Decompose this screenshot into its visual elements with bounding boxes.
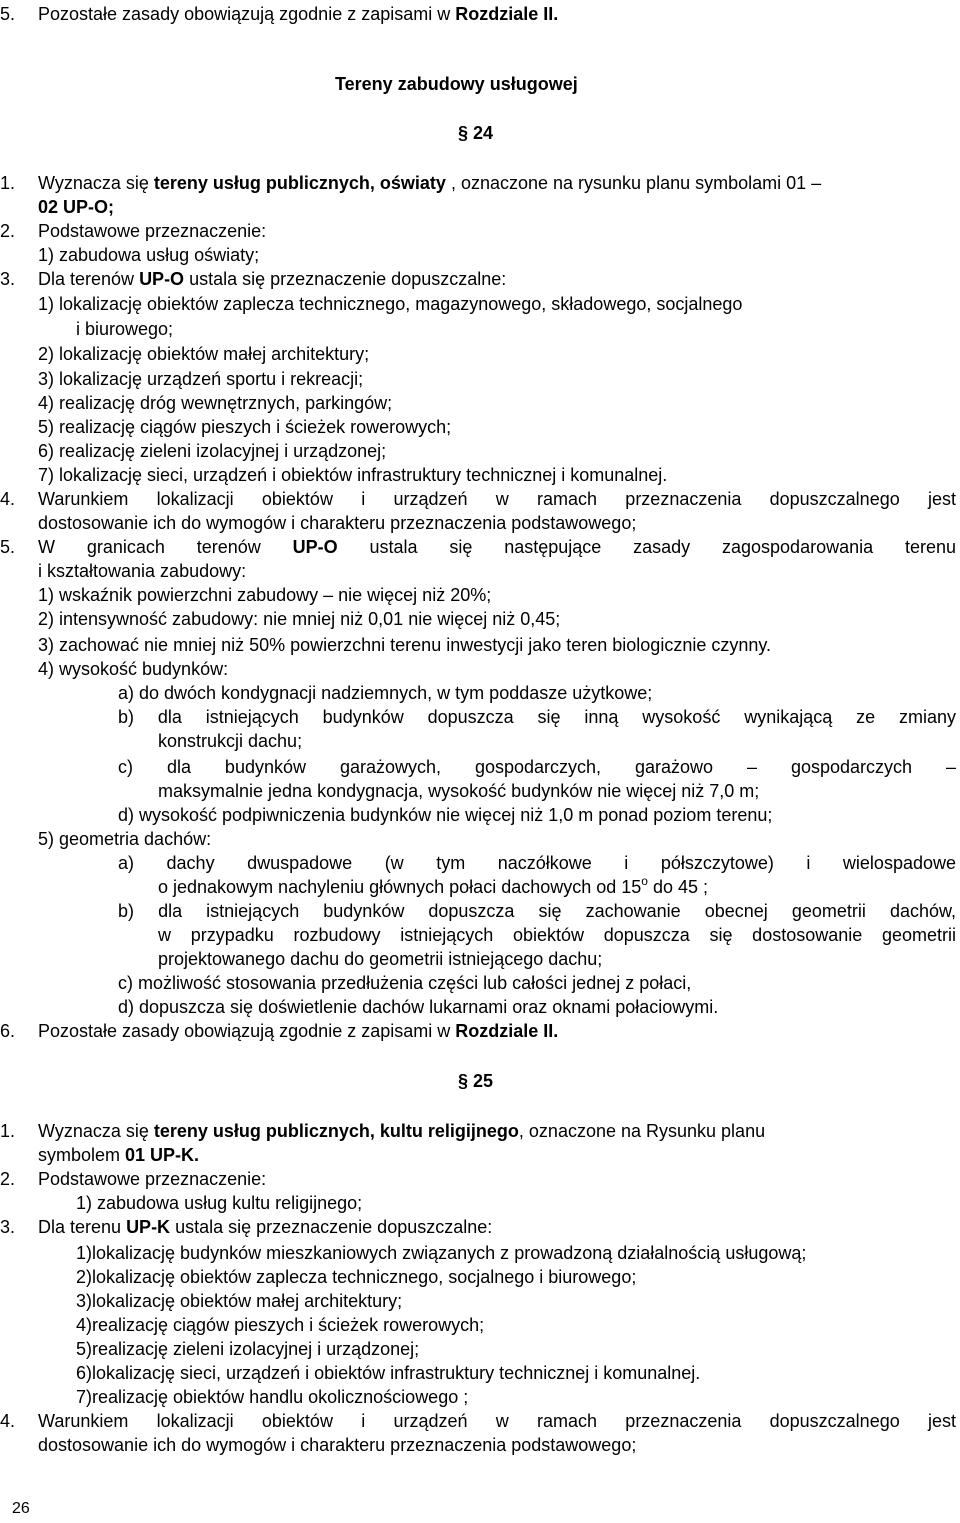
page-number: 26 [12,1500,30,1517]
s24-5-p5d: d) dopuszcza się doświetlenie dachów lukarnami oraz oknami połaciowymi. [118,997,719,1017]
s24-3-l7: 7) lokalizację sieci, urządzeń i obiektów infrastruktury technicznej i komunalnej. [38,465,668,485]
paragraph-symbol-25: § 25 [458,1071,494,1091]
s24-5-p4b2: konstrukcji dachu; [158,731,303,751]
s24-5-p5: 5) geometria dachów: [38,829,212,849]
s24-5-p3: 3) zachować nie mniej niż 50% powierzchni terenu inwestycji jako teren biologicznie czynny. [38,635,772,655]
s24-5-p5b1: b) dla istniejących budynków dopuszcza się zachowanie obecnej geometrii dachów, [118,901,956,921]
s24-5-p4d: d) wysokość podpiwniczenia budynków nie więcej niż 1,0 m ponad poziom terenu; [118,805,773,825]
s25-item-2-sub: 1) zabudowa usług kultu religijnego; [76,1193,363,1213]
s24-3-l1b: i biurowego; [76,319,174,339]
s24-3-l1a: 1) lokalizację obiektów zaplecza technicznego, magazynowego, składowego, socjalnego [38,294,743,314]
s25-3-l3: 3)lokalizację obiektów małej architektury; [76,1291,403,1311]
s24-5-p5b2: w przypadku rozbudowy istniejących obiektów dopuszcza się dostosowanie geometrii [158,925,956,945]
s25-3-l7: 7)realizację obiektów handlu okolicznościowego ; [76,1387,469,1407]
s24-item-4-text-b: dostosowanie ich do wymogów i charakteru przeznaczenia podstawowego; [38,513,637,533]
s25-3-l2: 2)lokalizację obiektów zaplecza technicznego, socjalnego i biurowego; [76,1267,637,1287]
s24-3-l3: 3) lokalizację urządzeń sportu i rekreacji; [38,369,364,389]
s25-3-l5: 5)realizację zieleni izolacyjnej i urządzonej; [76,1339,420,1359]
document-page: 5. Pozostałe zasady obowiązują zgodnie z zapisami w Rozdziale II. Tereny zabudowy usługowej § 24 1. Wyznacza się tereny usług publicznych, oświaty , oznaczone na rysunku planu symbolami 01 – 02 UP-O; 2. Podstawowe przeznaczenie: 1) zabudowa usług oświaty; 3. Dla terenów UP-O ustala się przeznaczenie dopuszczalne: 1) lokalizację obiektów zaplecza technicznego, magazynowego, składowego, socjalnego i biurowego; 2) lokalizację obiektów małej architektury; 3) lokalizację urządzeń sportu i rekreacji; 4) realizację dróg wewnętrznych, parkingów; 5) realizację ciągów pieszych i ścieżek rowerowych; 6) realizację zieleni izolacyjnej i urządzonej; 7) lokalizację sieci, urządzeń i obiektów infrastruktury technicznej i komunalnej. 4. Warunkiem lokalizacji obiektów i urządzeń w ramach przeznaczenia dopuszczalnego jest dostosowanie ich do wymogów i charakteru przeznaczenia podstawowego; 5. W granicach terenów UP-O ustala się następujące zasady zagospodarowania terenu i kształtowania zabudowy: 1) wskaźnik powierzchni zabudowy – nie więcej niż 20%; 2) intensywność zabudowy: nie mniej niż 0,01 nie więcej niż 0,45; 3) zachować nie mniej niż 50% powierzchni terenu inwestycji jako teren biologicznie czynny. 4) wysokość budynków: a) do dwóch kondygnacji nadziemnych, w tym poddasze użytkowe; b) dla istniejących budynków dopuszcza się inną wysokość wynikającą ze zmiany konstrukcji dachu; c) dla budynków garażowych, gospodarczych, garażowo – gospodarczych – maksymalnie jedna kondygnacja, wysokość budynków nie więcej niż 7,0 m; d) wysokość podpiwniczenia budynków nie więcej niż 1,0 m ponad poziom terenu; 5) geometria dachów: a) dachy dwuspadowe (w tym naczółkowe i półszczytowe) i wielospadowe o jednakowym nachyleniu głównych połaci dachowych od 15$^o$ do 45 ; b) dla istniejących budynków dopuszcza się zachowanie obecnej geometrii dachów, w przypadku rozbudowy istniejących obiektów dopuszcza się dostosowanie geometrii projektowanego dachu do geometrii istniejącego dachu; c) możliwość stosowania przedłużenia części lub całości jednej z połaci, d) dopuszcza się doświetlenie dachów lukarnami oraz oknami połaciowymi. 6. Pozostałe zasady obowiązują zgodnie z zapisami w Rozdziale II. § 25 1. Wyznacza się tereny usług publicznych, kultu religijnego, oznaczone na Rysunku planu symbolem 01 UP-K. 2. Podstawowe przeznaczenie: 1) zabudowa usług kultu religijnego; 3. Dla terenu UP-K ustala się przeznaczenie dopuszczalne: 1)lokalizację budynków mieszkaniowych związanych z prowadzoną działalnością usługową; 2)lokalizację obiektów zaplecza technicznego, socjalnego i biurowego; 3)lokalizację obiektów małej architektury; 4)realizację ciągów pieszych i ścieżek rowerowych; 5)realizację zieleni izolacyjnej i urządzonej; 6)lokalizację sieci, urządzeń i obiektów infrastruktury technicznej i komunalnej. 7)realizację obiektów handlu okolicznościowego ; 4. Warunkiem lokalizacji obiektów i urządzeń w ramach przeznaczenia dopuszczalnego jest dostosowanie ich do wymogów i charakteru przeznaczenia podstawowego; 26 [0,4,957,1517]
s25-item-4-text-b: dostosowanie ich do wymogów i charakteru przeznaczenia podstawowego; [38,1435,637,1455]
s24-3-l5: 5) realizację ciągów pieszych i ścieżek rowerowych; [38,417,452,437]
s24-5-p5a1: a) dachy dwuspadowe (w tym naczółkowe i półszczytowe) i wielospadowe [118,853,956,873]
s25-3-l4: 4)realizację ciągów pieszych i ścieżek rowerowych; [76,1315,485,1335]
s24-5-p1: 1) wskaźnik powierzchni zabudowy – nie więcej niż 20%; [38,585,492,605]
s24-5-p5c: c) możliwość stosowania przedłużenia części lub całości jednej z połaci, [118,973,692,993]
s24-item-4-text-a: Warunkiem lokalizacji obiektów i urządzeń w ramach przeznaczenia dopuszczalnego jest [38,489,956,509]
section-heading: Tereny zabudowy usługowej [335,74,578,94]
s24-5-p4c2: maksymalnie jedna kondygnacja, wysokość budynków nie więcej niż 7,0 m; [158,781,760,801]
s24-5-p5b3: projektowanego dachu do geometrii istniejącego dachu; [158,949,603,969]
s24-3-l4: 4) realizację dróg wewnętrznych, parkingów; [38,393,393,413]
s25-3-l1: 1)lokalizację budynków mieszkaniowych związanych z prowadzoną działalnością usługową; [76,1243,807,1263]
s24-3-l6: 6) realizację zieleni izolacyjnej i urządzonej; [38,441,387,461]
s24-item-5-cont: i kształtowania zabudowy: [38,561,247,581]
s25-item-4-text-a: Warunkiem lokalizacji obiektów i urządzeń w ramach przeznaczenia dopuszczalnego jest [38,1411,956,1431]
s24-5-p4b1: b) dla istniejących budynków dopuszcza się inną wysokość wynikającą ze zmiany [118,707,956,727]
s24-item-5-text: W granicach terenów UP-O ustala się następujące zasady zagospodarowania terenu [38,537,957,557]
s25-3-l6: 6)lokalizację sieci, urządzeń i obiektów infrastruktury technicznej i komunalnej. [76,1363,701,1383]
s24-item-2-sub: 1) zabudowa usług oświaty; [38,245,260,265]
s24-3-l2: 2) lokalizację obiektów małej architektury; [38,344,370,364]
s24-item-1-cont: 02 UP-O; [38,197,115,217]
s24-5-p2: 2) intensywność zabudowy: nie mniej niż 0,01 nie więcej niż 0,45; [38,609,561,629]
s24-5-p4: 4) wysokość budynków: [38,659,229,679]
s24-5-p5a2: o jednakowym nachyleniu głównych połaci dachowych od 15$^o$ do 45 ; [158,874,709,897]
s24-5-p4a: a) do dwóch kondygnacji nadziemnych, w tym poddasze użytkowe; [118,683,653,703]
s25-item-1-cont: symbolem 01 UP-K. [38,1145,200,1165]
s24-5-p4c1: c) dla budynków garażowych, gospodarczych, garażowo – gospodarczych – [118,757,956,777]
paragraph-symbol-24: § 24 [458,123,494,143]
